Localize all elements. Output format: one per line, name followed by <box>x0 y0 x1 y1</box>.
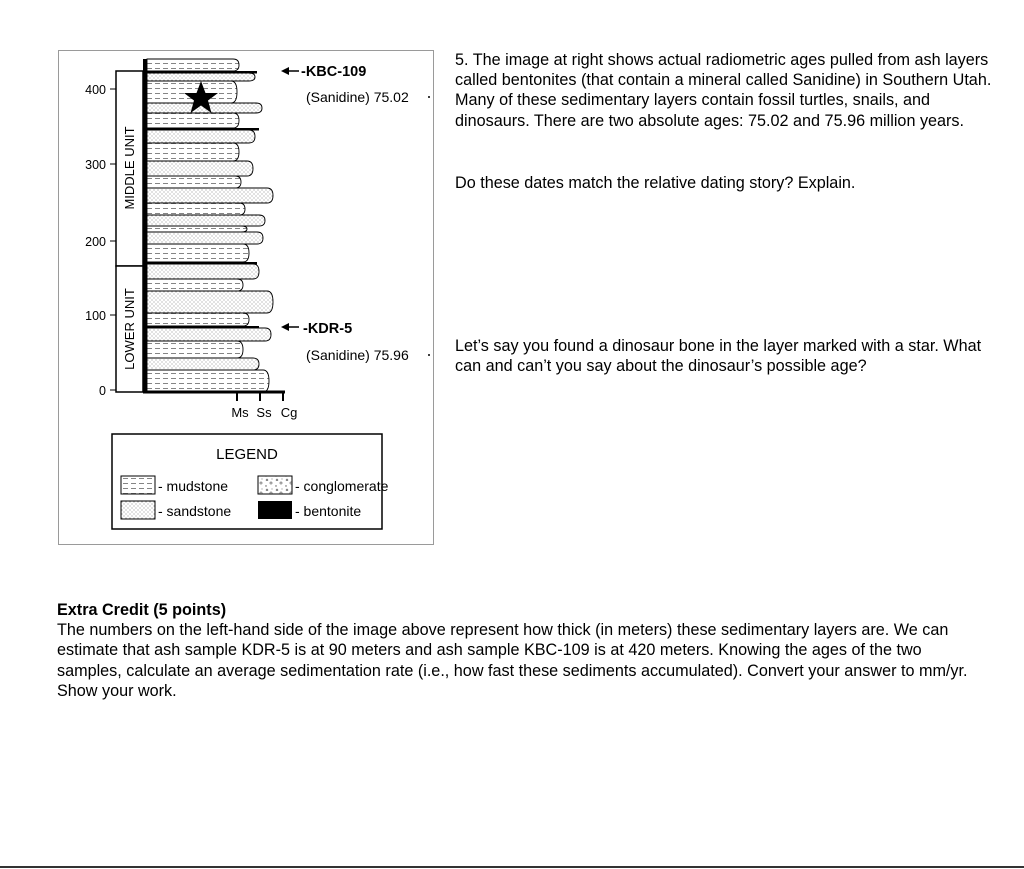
legend-title: LEGEND <box>216 446 278 463</box>
mudstone-layer <box>147 370 269 392</box>
mudstone-swatch <box>121 476 155 494</box>
sandstone-layer <box>147 264 259 279</box>
sandstone-layer <box>147 232 263 244</box>
legend <box>112 434 389 529</box>
mudstone-layer <box>147 203 245 215</box>
mudstone-layer <box>147 279 243 291</box>
mudstone-layer <box>147 81 237 103</box>
sample-kbc109-id: -KBC-109 <box>301 64 367 80</box>
mudstone-layer <box>147 113 239 128</box>
mudstone-layer <box>147 59 239 71</box>
legend-mudstone: - mudstone <box>158 478 229 494</box>
sample-kbc109-age: (Sanidine) 75.02 <box>306 89 409 105</box>
grain-label-cg: Cg <box>280 405 298 420</box>
sandstone-layer <box>147 328 271 341</box>
page-divider <box>0 866 1024 868</box>
sandstone-layer <box>147 215 265 226</box>
conglomerate-swatch <box>258 476 292 494</box>
sandstone-layer <box>147 161 253 176</box>
y-tick-label: 0 <box>99 384 106 398</box>
grain-label-ss: Ss <box>256 405 272 420</box>
sandstone-layer <box>147 188 273 203</box>
sample-kbc109-annotation <box>281 64 430 105</box>
question-6-text: Let’s say you found a dinosaur bone in the layer marked with a star. What can and can’t you say about the dinosaur’s possible age? <box>455 337 982 376</box>
sample-kdr5-age: (Sanidine) 75.96 <box>306 347 409 363</box>
lower-unit-label: LOWER UNIT <box>122 288 137 370</box>
question-5-text: 5. The image at right shows actual radiometric ages pulled from ash layers called bentonites (that contain a mineral called Sanidine) in Southern Utah. Many of these sedimentary layers contain fossil turtles, snails, and dinosaurs. There are two absolute ages: 75.02 and 75.96 million years. <box>455 51 992 130</box>
stratigraphic-column-svg <box>59 51 435 546</box>
stratigraphic-column-figure <box>58 50 434 545</box>
y-tick-label: 400 <box>85 83 106 97</box>
grain-size-axis <box>143 392 297 420</box>
mudstone-layer <box>147 226 247 232</box>
legend-sandstone: - sandstone <box>158 503 232 519</box>
mudstone-layer <box>147 341 243 358</box>
arrow-left-icon <box>281 323 289 331</box>
extra-credit-section <box>57 600 977 701</box>
sample-kdr5-id: -KDR-5 <box>303 321 353 337</box>
legend-bentonite: - bentonite <box>295 503 362 519</box>
grain-label-ms: Ms <box>231 405 249 420</box>
extra-credit-title: Extra Credit (5 points) <box>57 601 227 619</box>
mudstone-layer <box>147 143 239 161</box>
sandstone-layer <box>147 291 273 313</box>
middle-unit-label: MIDDLE UNIT <box>122 126 137 210</box>
y-axis <box>85 83 116 398</box>
mudstone-layer <box>147 176 241 188</box>
arrow-left-icon <box>281 67 289 75</box>
y-tick-label: 100 <box>85 309 106 323</box>
extra-credit-text: The numbers on the left-hand side of the image above represent how thick (in meters) these sedimentary layers are. We can estimate that ash sample KDR-5 is at 90 meters and ash sample KBC-109 is at 420 meters. Knowing the ages of the two samples, calculate an average sedimentation rate (i.e., how fast these sediments accumulated). Convert your answer to mm/yr. Show your work. <box>57 621 968 700</box>
y-tick-label: 200 <box>85 235 106 249</box>
question-5-prompt: Do these dates match the relative dating story? Explain. <box>455 174 856 192</box>
y-tick-label: 300 <box>85 158 106 172</box>
sandstone-layer <box>147 130 255 143</box>
mudstone-layer <box>147 313 249 326</box>
sample-kdr5-annotation <box>281 321 430 363</box>
sandstone-swatch <box>121 501 155 519</box>
legend-conglomerate: - conglomerate <box>295 478 389 494</box>
bentonite-swatch <box>258 501 292 519</box>
sandstone-layer <box>147 358 259 370</box>
mudstone-layer <box>147 244 249 262</box>
sandstone-layer <box>147 73 255 81</box>
